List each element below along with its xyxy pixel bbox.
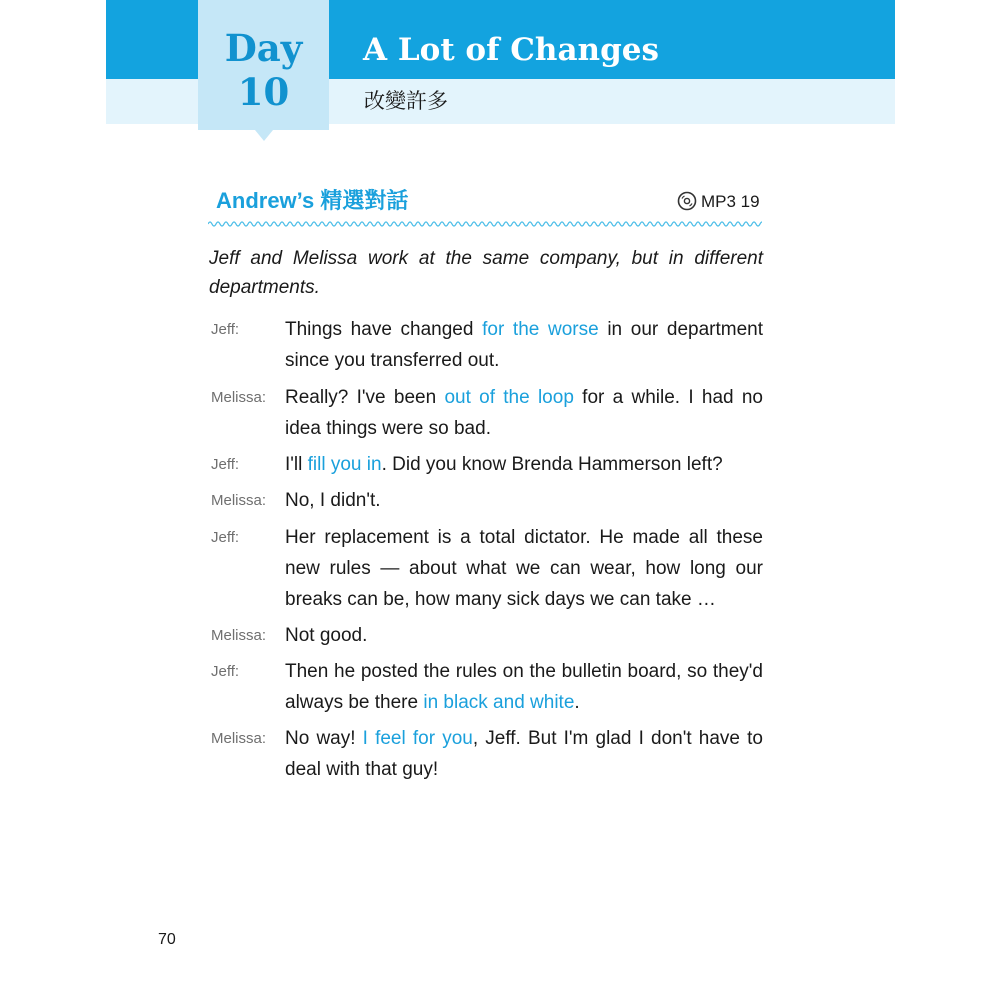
dialogue-speaker: Jeff: xyxy=(211,321,240,338)
dialogue-speaker: Melissa: xyxy=(211,627,267,644)
day-label: Day xyxy=(224,26,303,70)
dialogue-line xyxy=(285,723,763,785)
dialogue-text: , Jeff. But I'm glad I don't have to deal with that guy! xyxy=(285,728,763,780)
dialogue-text: Things have changed xyxy=(285,319,483,340)
cd-disc-icon xyxy=(677,191,697,211)
highlighted-phrase: for the worse xyxy=(482,319,599,340)
day-badge-pointer xyxy=(255,130,273,141)
dialogue-text: Really? I've been xyxy=(285,387,445,408)
dialogue-text: I'll xyxy=(285,454,308,475)
highlighted-phrase: fill you in xyxy=(307,454,382,475)
dialogue-speaker: Melissa: xyxy=(211,730,267,747)
dialogue-text: . xyxy=(574,692,580,713)
audio-track-text: MP3 19 xyxy=(701,192,760,211)
highlighted-phrase: I feel for you xyxy=(362,728,473,749)
dialogue-text: in our department since you transferred out. xyxy=(285,319,763,371)
wave-divider xyxy=(208,219,762,229)
dialogue-text: Her replacement is a total dictator. He made all these new rules — about what we can wear, how long our breaks can be, how many sick days we can take … xyxy=(285,527,763,610)
page-number: 70 xyxy=(158,931,176,948)
dialogue-line xyxy=(285,656,763,718)
dialogue-text: Not good. xyxy=(285,625,368,646)
chapter-title: A Lot of Changes xyxy=(363,32,659,68)
chapter-subtitle: 改變許多 xyxy=(364,90,448,113)
dialogue-intro: Jeff and Melissa work at the same company, but in different departments. xyxy=(209,248,763,298)
dialogue-text: for a while. I had no idea things were so bad. xyxy=(285,387,763,439)
dialogue-text: . Did you know Brenda Hammerson left? xyxy=(381,454,723,475)
highlighted-phrase: in black and white xyxy=(423,692,575,713)
dialogue-text: Then he posted the rules on the bulletin board, so they'd always be there xyxy=(285,661,763,713)
day-number: 10 xyxy=(237,70,290,114)
dialogue-speaker: Jeff: xyxy=(211,529,240,546)
section-title: Andrew’s 精選對話 xyxy=(216,188,409,213)
highlighted-phrase: out of the loop xyxy=(444,387,574,408)
dialogue-line xyxy=(285,382,763,444)
dialogue-speaker: Jeff: xyxy=(211,456,240,473)
dialogue-speaker: Melissa: xyxy=(211,389,267,406)
dialogue-line xyxy=(285,449,763,480)
dialogue-line xyxy=(285,485,763,516)
dialogue-text: No way! xyxy=(285,728,363,749)
dialogue-speaker: Jeff: xyxy=(211,663,240,680)
dialogue-speaker: Melissa: xyxy=(211,492,267,509)
day-badge xyxy=(198,0,329,130)
dialogue-line xyxy=(285,522,763,615)
dialogue-text: No, I didn't. xyxy=(285,490,381,511)
dialogue-line xyxy=(285,620,763,651)
dialogue-line xyxy=(285,314,763,376)
audio-track-label[interactable] xyxy=(677,189,760,215)
